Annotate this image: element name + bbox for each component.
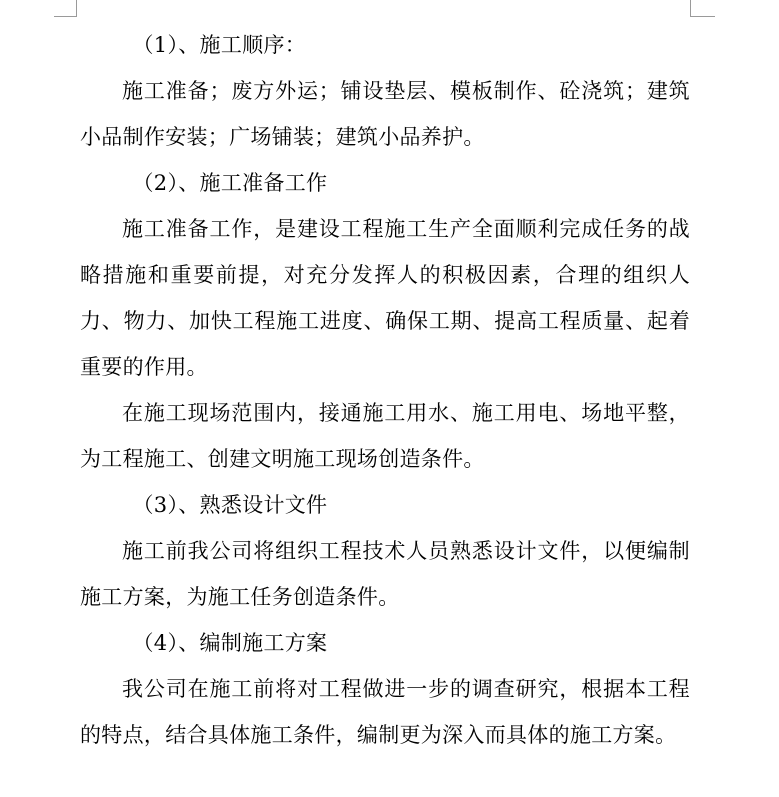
heading-design-documents: （3）、熟悉设计文件 xyxy=(132,493,328,517)
paragraph-site-utilities: 在施工现场范围内，接通施工用水、施工用电、场地平整，为工程施工、创建文明施工现场创造条件。 xyxy=(80,401,690,471)
paragraph-preparation: 施工准备工作，是建设工程施工生产全面顺利完成任务的战略措施和重要前提，对充分发挥人的积极因素，合理的组织人力、物力、加快工程施工进度、确保工期、提高工程质量、起着重要的作用。 xyxy=(80,217,690,379)
heading-construction-sequence: （1）、施工顺序： xyxy=(132,33,307,57)
paragraph-construction-plan: 我公司在施工前将对工程做进一步的调查研究，根据本工程的特点，结合具体施工条件，编制更为深入而具体的施工方案。 xyxy=(80,677,690,747)
paragraph-design-documents: 施工前我公司将组织工程技术人员熟悉设计文件，以便编制施工方案，为施工任务创造条件。 xyxy=(80,539,690,609)
page-corner-mark-right xyxy=(690,0,715,17)
heading-construction-plan: （4）、编制施工方案 xyxy=(132,631,328,655)
document-page xyxy=(80,22,690,758)
heading-preparation-work: （2）、施工准备工作 xyxy=(132,171,328,195)
paragraph-sequence: 施工准备；废方外运；铺设垫层、模板制作、砼浇筑；建筑小品制作安装；广场铺装；建筑小品养护。 xyxy=(80,79,690,149)
page-corner-mark-left xyxy=(54,0,77,17)
